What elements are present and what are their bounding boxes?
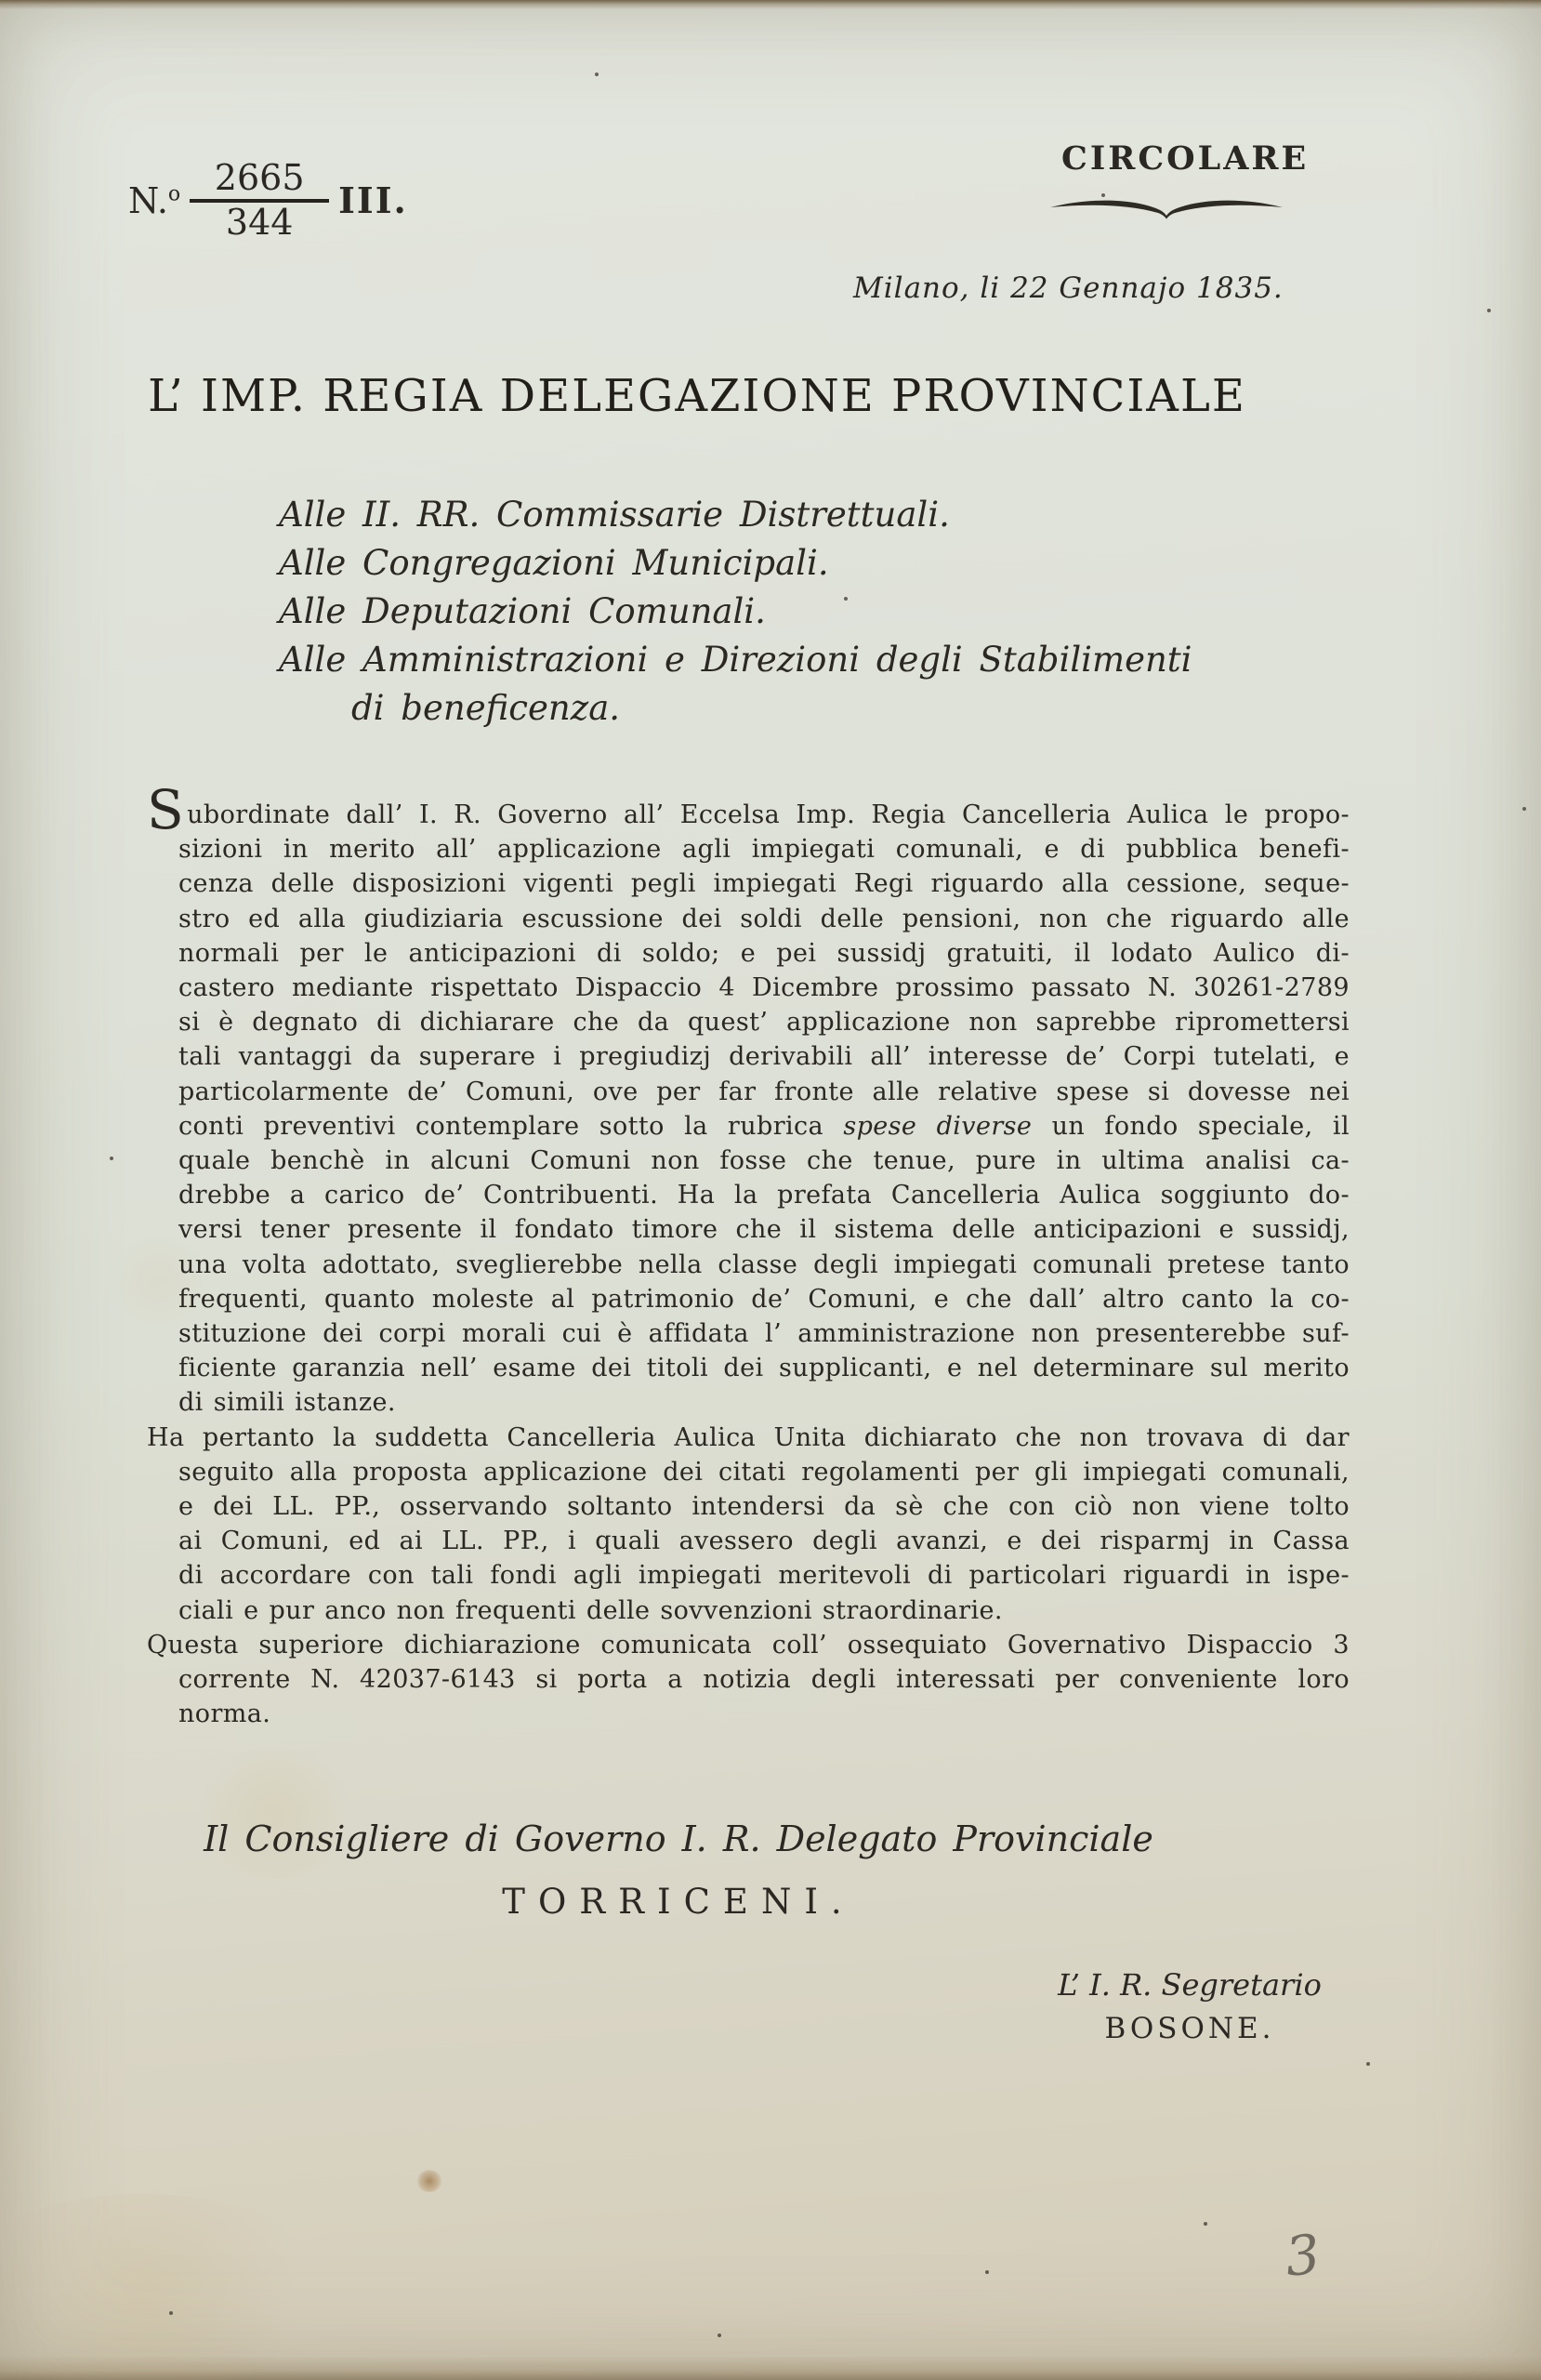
dateline: Milano, li 22 Gennajo 1835. (853, 271, 1284, 305)
pencil-annotation: 3 (1282, 2222, 1324, 2289)
body-line: seguito alla proposta applicazione dei citati regolamenti per gli impiegati comunali, (178, 1457, 1350, 1487)
paper-bottom-edge (0, 2356, 1541, 2380)
paper-stain (0, 2194, 344, 2380)
addressee-line: Alle II. RR. Commissarie Distrettuali. (279, 495, 950, 535)
body-line: castero mediante rispettato Dispaccio 4 Dicembre prossimo passato N. 30261-2789 (178, 973, 1350, 1003)
drop-cap-s: S (147, 778, 185, 841)
body-line: frequenti, quanto moleste al patrimonio de’ Comuni, e che dall’ altro canto la co- (178, 1284, 1350, 1314)
signatory-role: Il Consigliere di Governo I. R. Delegato Provinciale (204, 1818, 1153, 1859)
paper-speck (1204, 2222, 1207, 2226)
body-line: Questa superiore dichiarazione comunicata coll’ ossequiato Governativo Dispaccio 3 (147, 1630, 1350, 1659)
paper-speck (169, 2311, 173, 2315)
body-line: ficiente garanzia nell’ esame dei titoli dei supplicanti, e nel determinare sul merito (178, 1354, 1350, 1383)
paper-speck (1366, 2062, 1370, 2066)
body-line (178, 1109, 1350, 1144)
addressee-line: Alle Amministrazioni e Direzioni degli Stabilimenti (279, 640, 1192, 680)
body-text (147, 778, 1350, 1731)
paper-speck (1487, 309, 1491, 312)
body-line: particolarmente de’ Comuni, ove per far fronte alle relative spese si dovesse nei (178, 1077, 1350, 1106)
body-line: sizioni in merito all’ applicazione agli impiegati comunali, e di pubblica benefi- (178, 835, 1350, 865)
italic-phrase: spese diverse (843, 1111, 1033, 1141)
paper-stain (416, 2170, 442, 2192)
addressee-list (279, 491, 1192, 733)
paper-speck (595, 73, 599, 76)
paper-speck (110, 1157, 113, 1160)
body-line: ciali e pur anco non frequenti delle sovvenzioni straordinarie. (178, 1595, 1003, 1625)
secretary-name: BOSONE. (1104, 2012, 1275, 2045)
paper-speck (1522, 807, 1526, 811)
body-line: normali per le anticipazioni di soldo; e pei sussidj gratuiti, il lodato Aulico di- (178, 938, 1350, 968)
body-line: Ha pertanto la suddetta Cancelleria Aulica Unita dichiarato che non trovava di dar (147, 1422, 1350, 1452)
body-line-text: un fondo speciale, il (1051, 1111, 1350, 1141)
body-line: norma. (178, 1699, 271, 1729)
flourish-underline (1045, 195, 1288, 225)
body-line: e dei LL. PP., osservando soltanto intendersi da sè che con ciò non viene tolto (178, 1492, 1350, 1522)
reference-number-superscript: o (167, 182, 181, 206)
body-line: quale benchè in alcuni Comuni non fosse che tenue, pure in ultima analisi ca- (178, 1146, 1350, 1176)
signatory-name: TORRICENI. (502, 1882, 855, 1922)
reference-number-numerator: 2665 (214, 157, 305, 198)
body-line: di simili istanze. (178, 1388, 396, 1418)
body-line: tali vantaggi da superare i pregiudizj derivabili all’ interesse de’ Corpi tutelati, e (178, 1042, 1350, 1072)
doc-type-heading: CIRCOLARE (1061, 139, 1310, 178)
body-line-text: conti preventivi contemplare sotto la rubrica (178, 1111, 824, 1141)
body-line: stituzione dei corpi morali cui è affidata l’ amministrazione non presenterebbe suf- (178, 1319, 1350, 1349)
addressee-line: Alle Congregazioni Municipali. (279, 543, 829, 583)
body-line: cenza delle disposizioni vigenti pegli impiegati Regi riguardo alla cessione, seque- (178, 869, 1350, 899)
body-line: corrente N. 42037-6143 si porta a notizia degli interessati per conveniente loro (178, 1665, 1350, 1695)
addressee-line-continuation: di beneficenza. (351, 688, 621, 728)
reference-number (128, 157, 408, 243)
paper-speck (985, 2270, 989, 2274)
body-line: si è degnato di dichiarare che da quest’ applicazione non saprebbe ripromettersi (178, 1008, 1350, 1038)
body-line: drebbe a carico de’ Contribuenti. Ha la prefata Cancelleria Aulica soggiunto do- (178, 1181, 1350, 1210)
reference-number-prefix: N.$^o$ (128, 179, 181, 221)
body-line: ai Comuni, ed ai LL. PP., i quali avessero degli avanzi, e dei risparmj in Cassa (178, 1527, 1350, 1556)
secretary-role: L’ I. R. Segretario (1058, 1967, 1322, 2003)
paper-top-edge (0, 0, 1541, 9)
page-title: L’ IMP. REGIA DELEGAZIONE PROVINCIALE (148, 370, 1246, 422)
reference-number-denominator: 344 (225, 201, 294, 243)
body-line (147, 778, 1350, 841)
reference-number-section: III. (338, 179, 408, 222)
body-line: stro ed alla giudiziaria escussione dei soldi delle pensioni, non che riguardo alle (178, 904, 1350, 933)
addressee-line: Alle Deputazioni Comunali. (279, 591, 766, 631)
body-line: una volta adottato, sveglierebbe nella classe degli impiegati comunali pretese tanto (178, 1250, 1350, 1279)
body-line-text: ubordinate dall’ I. R. Governo all’ Eccelsa Imp. Regia Cancelleria Aulica le propo- (187, 800, 1350, 829)
body-line: versi tener presente il fondato timore che il sistema delle anticipazioni e sussidj, (178, 1215, 1350, 1245)
paper-speck (718, 2334, 721, 2337)
reference-number-fraction (190, 157, 329, 243)
body-line: di accordare con tali fondi agli impiegati meritevoli di particolari riguardi in ispe- (178, 1561, 1350, 1591)
